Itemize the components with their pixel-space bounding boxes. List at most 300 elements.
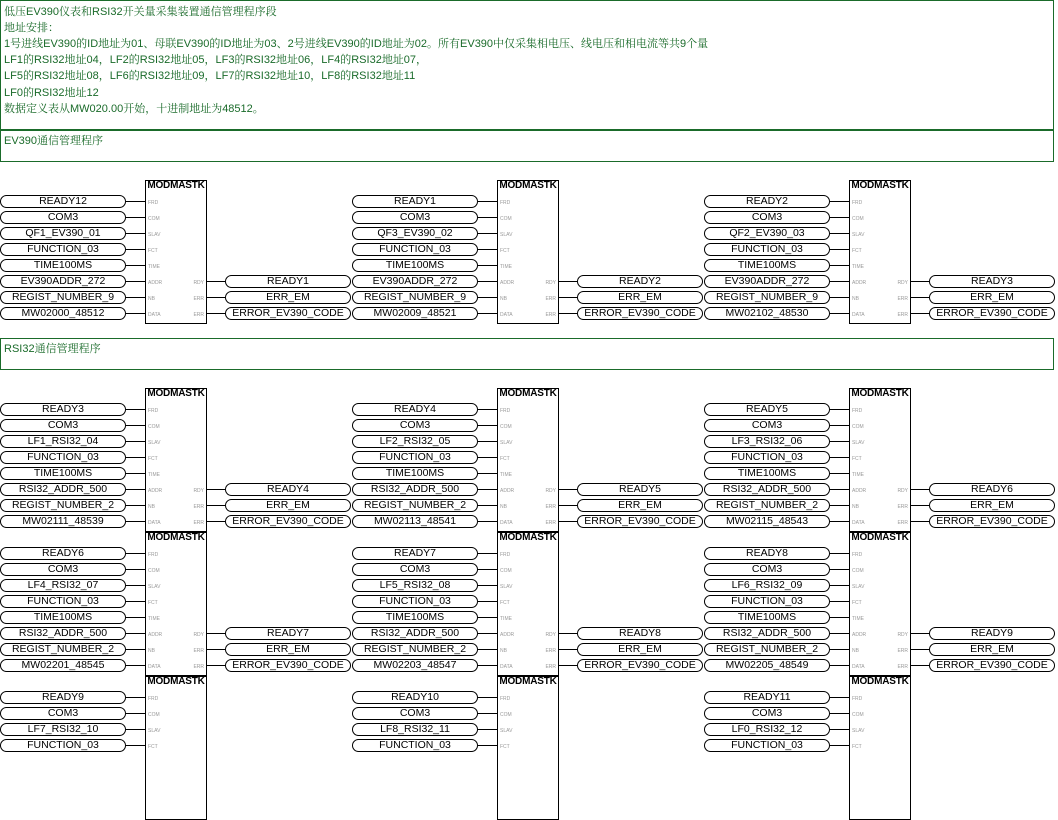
input-variable[interactable]: QF3_EV390_02 [352, 227, 478, 240]
modmastk-block[interactable] [849, 532, 911, 676]
output-variable[interactable]: ERR_EM [929, 643, 1055, 656]
input-variable[interactable]: RSI32_ADDR_500 [704, 627, 830, 640]
input-wire [830, 489, 849, 490]
input-variable[interactable]: READY12 [0, 195, 126, 208]
output-variable[interactable]: READY9 [929, 627, 1055, 640]
block-input-pin-label: NB [852, 648, 859, 654]
input-wire [478, 601, 497, 602]
input-variable[interactable]: COM3 [352, 211, 478, 224]
header-comment-line: LF5的RSI32地址08，LF6的RSI32地址09，LF7的RSI32地址10，LF8的RSI32地址11 [4, 70, 416, 83]
input-variable[interactable]: READY11 [704, 691, 830, 704]
output-wire [911, 489, 929, 490]
block-input-pin-label: DATA [500, 664, 513, 670]
input-variable[interactable]: LF2_RSI32_05 [352, 435, 478, 448]
input-wire [478, 281, 497, 282]
input-wire [126, 521, 145, 522]
block-input-pin-label: TIME [148, 264, 160, 270]
block-input-pin-label: DATA [852, 312, 865, 318]
input-variable[interactable]: READY9 [0, 691, 126, 704]
output-variable[interactable]: READY6 [929, 483, 1055, 496]
input-variable[interactable]: LF3_RSI32_06 [704, 435, 830, 448]
input-variable[interactable]: REGIST_NUMBER_9 [704, 291, 830, 304]
input-wire [830, 249, 849, 250]
block-output-pin-label: ERR [545, 312, 556, 318]
block-output-pin-label: RDY [545, 280, 556, 286]
block-output-pin-label: ERR [897, 664, 908, 670]
input-wire [478, 521, 497, 522]
input-wire [126, 425, 145, 426]
input-wire [126, 489, 145, 490]
header-comment-line: 1号进线EV390的ID地址为01、母联EV390的ID地址为03、2号进线EV390的ID地址为02。所有EV390中仅采集相电压、线电压和相电流等共9个量 [4, 38, 709, 51]
block-input-pin-label: SLAV [500, 728, 513, 734]
output-variable[interactable]: ERROR_EV390_CODE [225, 307, 351, 320]
output-variable[interactable]: READY5 [577, 483, 703, 496]
input-wire [830, 233, 849, 234]
block-title: MODMASTK [851, 388, 909, 399]
input-wire [478, 297, 497, 298]
input-variable[interactable]: TIME100MS [704, 259, 830, 272]
input-variable[interactable]: MW02102_48530 [704, 307, 830, 320]
header-comment-box [0, 0, 1054, 130]
input-variable[interactable]: TIME100MS [352, 611, 478, 624]
header-comment-line: 地址安排： [4, 22, 59, 35]
input-variable[interactable]: RSI32_ADDR_500 [0, 483, 126, 496]
input-variable[interactable]: TIME100MS [704, 467, 830, 480]
output-wire [911, 665, 929, 666]
block-input-pin-label: ADDR [148, 632, 163, 638]
block-output-pin-label: ERR [897, 648, 908, 654]
block-input-pin-label: FCT [852, 456, 862, 462]
modmastk-block[interactable] [145, 676, 207, 820]
modmastk-block[interactable] [497, 388, 559, 532]
input-variable[interactable]: REGIST_NUMBER_2 [352, 643, 478, 656]
block-input-pin-label: ADDR [852, 632, 867, 638]
input-wire [830, 441, 849, 442]
block-title: MODMASTK [499, 532, 557, 543]
input-variable[interactable]: FUNCTION_03 [352, 739, 478, 752]
block-input-pin-label: COM [500, 424, 512, 430]
input-wire [478, 585, 497, 586]
output-wire [911, 505, 929, 506]
input-variable[interactable]: COM3 [704, 707, 830, 720]
block-output-pin-label: ERR [897, 312, 908, 318]
input-variable[interactable]: TIME100MS [352, 467, 478, 480]
input-variable[interactable]: LF4_RSI32_07 [0, 579, 126, 592]
block-input-pin-label: FCT [148, 744, 158, 750]
input-variable[interactable]: COM3 [704, 211, 830, 224]
section-ev390-box [0, 130, 1054, 162]
output-variable[interactable]: READY8 [577, 627, 703, 640]
input-wire [126, 505, 145, 506]
block-input-pin-label: COM [148, 216, 160, 222]
input-variable[interactable]: TIME100MS [704, 611, 830, 624]
input-variable[interactable]: LF6_RSI32_09 [704, 579, 830, 592]
block-output-pin-label: ERR [193, 296, 204, 302]
block-input-pin-label: ADDR [500, 488, 515, 494]
block-input-pin-label: ADDR [148, 280, 163, 286]
input-wire [830, 553, 849, 554]
block-input-pin-label: DATA [500, 312, 513, 318]
block-output-pin-label: ERR [897, 504, 908, 510]
input-wire [830, 313, 849, 314]
output-variable[interactable]: ERROR_EV390_CODE [577, 307, 703, 320]
block-input-pin-label: COM [852, 568, 864, 574]
input-variable[interactable]: FUNCTION_03 [704, 243, 830, 256]
block-output-pin-label: ERR [897, 296, 908, 302]
output-variable[interactable]: ERROR_EV390_CODE [929, 659, 1055, 672]
input-variable[interactable]: LF0_RSI32_12 [704, 723, 830, 736]
input-variable[interactable]: TIME100MS [0, 259, 126, 272]
input-variable[interactable]: QF2_EV390_03 [704, 227, 830, 240]
input-variable[interactable]: RSI32_ADDR_500 [352, 627, 478, 640]
block-input-pin-label: SLAV [852, 584, 865, 590]
block-input-pin-label: TIME [148, 472, 160, 478]
output-wire [207, 297, 225, 298]
output-wire [559, 665, 577, 666]
modmastk-block[interactable] [497, 676, 559, 820]
input-variable[interactable]: FUNCTION_03 [704, 595, 830, 608]
input-variable[interactable]: REGIST_NUMBER_2 [704, 643, 830, 656]
input-variable[interactable]: MW02203_48547 [352, 659, 478, 672]
modmastk-block[interactable] [145, 180, 207, 324]
output-variable[interactable]: READY3 [929, 275, 1055, 288]
block-output-pin-label: RDY [193, 280, 204, 286]
block-input-pin-label: TIME [852, 616, 864, 622]
input-wire [830, 729, 849, 730]
block-input-pin-label: SLAV [148, 728, 161, 734]
block-input-pin-label: FRD [148, 696, 159, 702]
input-variable[interactable]: COM3 [0, 563, 126, 576]
input-variable[interactable]: READY3 [0, 403, 126, 416]
input-wire [478, 425, 497, 426]
block-input-pin-label: SLAV [148, 440, 161, 446]
input-wire [126, 281, 145, 282]
block-input-pin-label: DATA [148, 312, 161, 318]
input-variable[interactable]: LF5_RSI32_08 [352, 579, 478, 592]
block-input-pin-label: SLAV [500, 232, 513, 238]
output-variable[interactable]: ERR_EM [225, 291, 351, 304]
input-variable[interactable]: READY10 [352, 691, 478, 704]
output-variable[interactable]: ERROR_EV390_CODE [929, 307, 1055, 320]
modmastk-block[interactable] [849, 388, 911, 532]
input-wire [126, 665, 145, 666]
block-title: MODMASTK [851, 532, 909, 543]
header-comment-line: 低压EV390仪表和RSI32开关量采集装置通信管理程序段 [4, 6, 277, 18]
input-variable[interactable]: COM3 [704, 419, 830, 432]
output-variable[interactable]: ERR_EM [577, 499, 703, 512]
input-wire [830, 457, 849, 458]
input-wire [830, 697, 849, 698]
input-variable[interactable]: MW02201_48545 [0, 659, 126, 672]
block-input-pin-label: ADDR [852, 280, 867, 286]
input-variable[interactable]: COM3 [704, 563, 830, 576]
output-variable[interactable]: ERROR_EV390_CODE [577, 659, 703, 672]
input-variable[interactable]: FUNCTION_03 [0, 243, 126, 256]
input-wire [478, 409, 497, 410]
input-variable[interactable]: TIME100MS [0, 467, 126, 480]
block-input-pin-label: FCT [148, 600, 158, 606]
block-output-pin-label: RDY [897, 280, 908, 286]
block-input-pin-label: COM [148, 712, 160, 718]
input-variable[interactable]: MW02113_48541 [352, 515, 478, 528]
output-variable[interactable]: ERR_EM [577, 643, 703, 656]
block-input-pin-label: COM [148, 568, 160, 574]
input-wire [126, 297, 145, 298]
input-variable[interactable]: MW02000_48512 [0, 307, 126, 320]
section-ev390-title: EV390通信管理程序 [4, 135, 104, 147]
input-variable[interactable]: QF1_EV390_01 [0, 227, 126, 240]
input-variable[interactable]: COM3 [352, 707, 478, 720]
output-variable[interactable]: ERR_EM [225, 643, 351, 656]
input-variable[interactable]: MW02205_48549 [704, 659, 830, 672]
input-variable[interactable]: LF8_RSI32_11 [352, 723, 478, 736]
input-variable[interactable]: LF1_RSI32_04 [0, 435, 126, 448]
output-wire [911, 633, 929, 634]
input-wire [830, 425, 849, 426]
input-variable[interactable]: LF7_RSI32_10 [0, 723, 126, 736]
input-variable[interactable]: READY5 [704, 403, 830, 416]
input-wire [126, 585, 145, 586]
input-wire [126, 249, 145, 250]
input-wire [830, 713, 849, 714]
output-wire [559, 281, 577, 282]
block-title: MODMASTK [851, 180, 909, 191]
output-variable[interactable]: ERR_EM [225, 499, 351, 512]
output-wire [207, 521, 225, 522]
output-wire [207, 665, 225, 666]
section-rsi32-title: RSI32通信管理程序 [4, 343, 101, 355]
input-variable[interactable]: COM3 [0, 211, 126, 224]
input-variable[interactable]: TIME100MS [352, 259, 478, 272]
input-variable[interactable]: REGIST_NUMBER_2 [352, 499, 478, 512]
input-wire [830, 521, 849, 522]
input-wire [126, 473, 145, 474]
input-variable[interactable]: EV390ADDR_272 [352, 275, 478, 288]
output-wire [559, 489, 577, 490]
input-wire [830, 265, 849, 266]
input-variable[interactable]: EV390ADDR_272 [704, 275, 830, 288]
output-variable[interactable]: READY2 [577, 275, 703, 288]
input-variable[interactable]: FUNCTION_03 [352, 451, 478, 464]
block-title: MODMASTK [147, 532, 205, 543]
input-wire [126, 745, 145, 746]
input-variable[interactable]: READY1 [352, 195, 478, 208]
input-wire [478, 233, 497, 234]
block-output-pin-label: ERR [545, 504, 556, 510]
block-input-pin-label: SLAV [852, 440, 865, 446]
block-input-pin-label: TIME [500, 264, 512, 270]
block-output-pin-label: ERR [897, 520, 908, 526]
input-variable[interactable]: REGIST_NUMBER_9 [0, 291, 126, 304]
input-variable[interactable]: FUNCTION_03 [0, 595, 126, 608]
output-wire [207, 505, 225, 506]
block-input-pin-label: DATA [148, 664, 161, 670]
input-variable[interactable]: FUNCTION_03 [704, 739, 830, 752]
block-output-pin-label: ERR [193, 312, 204, 318]
input-wire [478, 473, 497, 474]
section-rsi32-box [0, 338, 1054, 370]
block-input-pin-label: SLAV [148, 584, 161, 590]
output-wire [911, 521, 929, 522]
output-wire [207, 489, 225, 490]
header-comment-line: 数据定义表从MW020.00开始，十进制地址为48512。 [4, 102, 264, 115]
block-input-pin-label: COM [148, 424, 160, 430]
block-input-pin-label: COM [852, 424, 864, 430]
input-variable[interactable]: READY2 [704, 195, 830, 208]
block-input-pin-label: ADDR [148, 488, 163, 494]
input-variable[interactable]: READY7 [352, 547, 478, 560]
output-wire [559, 297, 577, 298]
input-variable[interactable]: REGIST_NUMBER_2 [704, 499, 830, 512]
input-wire [478, 217, 497, 218]
input-variable[interactable]: COM3 [0, 419, 126, 432]
block-input-pin-label: FRD [148, 408, 159, 414]
input-variable[interactable]: COM3 [352, 419, 478, 432]
input-wire [478, 441, 497, 442]
output-variable[interactable]: ERR_EM [577, 291, 703, 304]
input-variable[interactable]: EV390ADDR_272 [0, 275, 126, 288]
input-wire [478, 569, 497, 570]
block-input-pin-label: FRD [852, 552, 863, 558]
output-wire [559, 633, 577, 634]
input-wire [126, 233, 145, 234]
input-wire [478, 617, 497, 618]
input-wire [126, 729, 145, 730]
input-wire [126, 633, 145, 634]
input-variable[interactable]: FUNCTION_03 [352, 595, 478, 608]
block-output-pin-label: RDY [193, 632, 204, 638]
output-variable[interactable]: READY7 [225, 627, 351, 640]
input-wire [830, 665, 849, 666]
output-variable[interactable]: ERROR_EV390_CODE [225, 515, 351, 528]
block-title: MODMASTK [499, 180, 557, 191]
input-variable[interactable]: MW02111_48539 [0, 515, 126, 528]
block-input-pin-label: TIME [852, 264, 864, 270]
block-title: MODMASTK [147, 676, 205, 687]
block-input-pin-label: FCT [500, 744, 510, 750]
block-input-pin-label: DATA [852, 520, 865, 526]
input-wire [830, 617, 849, 618]
block-input-pin-label: COM [852, 216, 864, 222]
block-input-pin-label: NB [148, 296, 155, 302]
input-variable[interactable]: COM3 [0, 707, 126, 720]
input-variable[interactable]: READY6 [0, 547, 126, 560]
input-variable[interactable]: RSI32_ADDR_500 [352, 483, 478, 496]
output-wire [911, 313, 929, 314]
output-variable[interactable]: ERR_EM [929, 499, 1055, 512]
block-input-pin-label: COM [500, 568, 512, 574]
input-variable[interactable]: COM3 [352, 563, 478, 576]
modmastk-block[interactable] [497, 532, 559, 676]
input-variable[interactable]: READY4 [352, 403, 478, 416]
input-variable[interactable]: MW02009_48521 [352, 307, 478, 320]
input-wire [830, 297, 849, 298]
block-output-pin-label: RDY [193, 488, 204, 494]
output-wire [207, 649, 225, 650]
modmastk-block[interactable] [497, 180, 559, 324]
input-wire [830, 601, 849, 602]
modmastk-block[interactable] [849, 676, 911, 820]
block-input-pin-label: NB [500, 296, 507, 302]
block-title: MODMASTK [147, 180, 205, 191]
block-input-pin-label: SLAV [852, 232, 865, 238]
block-title: MODMASTK [499, 388, 557, 399]
input-variable[interactable]: FUNCTION_03 [0, 451, 126, 464]
block-input-pin-label: TIME [148, 616, 160, 622]
input-variable[interactable]: FUNCTION_03 [352, 243, 478, 256]
block-output-pin-label: ERR [545, 648, 556, 654]
input-variable[interactable]: REGIST_NUMBER_2 [0, 499, 126, 512]
input-variable[interactable]: MW02115_48543 [704, 515, 830, 528]
input-wire [126, 697, 145, 698]
modmastk-block[interactable] [145, 388, 207, 532]
output-variable[interactable]: ERROR_EV390_CODE [225, 659, 351, 672]
block-output-pin-label: ERR [193, 520, 204, 526]
output-variable[interactable]: READY1 [225, 275, 351, 288]
input-variable[interactable]: FUNCTION_03 [0, 739, 126, 752]
input-variable[interactable]: REGIST_NUMBER_2 [0, 643, 126, 656]
output-wire [911, 281, 929, 282]
input-wire [830, 505, 849, 506]
output-wire [559, 649, 577, 650]
input-variable[interactable]: RSI32_ADDR_500 [704, 483, 830, 496]
block-output-pin-label: ERR [545, 296, 556, 302]
output-variable[interactable]: ERROR_EV390_CODE [577, 515, 703, 528]
block-input-pin-label: ADDR [852, 488, 867, 494]
input-wire [478, 649, 497, 650]
input-variable[interactable]: READY8 [704, 547, 830, 560]
block-input-pin-label: TIME [500, 616, 512, 622]
input-wire [126, 617, 145, 618]
block-output-pin-label: RDY [545, 488, 556, 494]
input-wire [830, 649, 849, 650]
output-variable[interactable]: ERR_EM [929, 291, 1055, 304]
output-variable[interactable]: ERROR_EV390_CODE [929, 515, 1055, 528]
input-variable[interactable]: FUNCTION_03 [704, 451, 830, 464]
input-wire [830, 569, 849, 570]
input-wire [126, 217, 145, 218]
input-variable[interactable]: RSI32_ADDR_500 [0, 627, 126, 640]
input-wire [126, 649, 145, 650]
block-input-pin-label: ADDR [500, 632, 515, 638]
input-wire [126, 457, 145, 458]
block-output-pin-label: ERR [193, 648, 204, 654]
block-title: MODMASTK [851, 676, 909, 687]
modmastk-block[interactable] [849, 180, 911, 324]
input-wire [830, 217, 849, 218]
input-wire [126, 313, 145, 314]
output-wire [559, 521, 577, 522]
input-wire [830, 409, 849, 410]
input-variable[interactable]: TIME100MS [0, 611, 126, 624]
block-output-pin-label: RDY [897, 632, 908, 638]
input-variable[interactable]: REGIST_NUMBER_9 [352, 291, 478, 304]
input-wire [126, 553, 145, 554]
output-variable[interactable]: READY4 [225, 483, 351, 496]
block-input-pin-label: TIME [500, 472, 512, 478]
block-input-pin-label: FRD [500, 552, 511, 558]
input-wire [830, 473, 849, 474]
block-output-pin-label: ERR [545, 520, 556, 526]
input-wire [830, 745, 849, 746]
block-input-pin-label: FCT [500, 456, 510, 462]
block-input-pin-label: SLAV [500, 440, 513, 446]
block-input-pin-label: NB [148, 504, 155, 510]
block-input-pin-label: DATA [500, 520, 513, 526]
modmastk-block[interactable] [145, 532, 207, 676]
input-wire [830, 585, 849, 586]
input-wire [126, 441, 145, 442]
